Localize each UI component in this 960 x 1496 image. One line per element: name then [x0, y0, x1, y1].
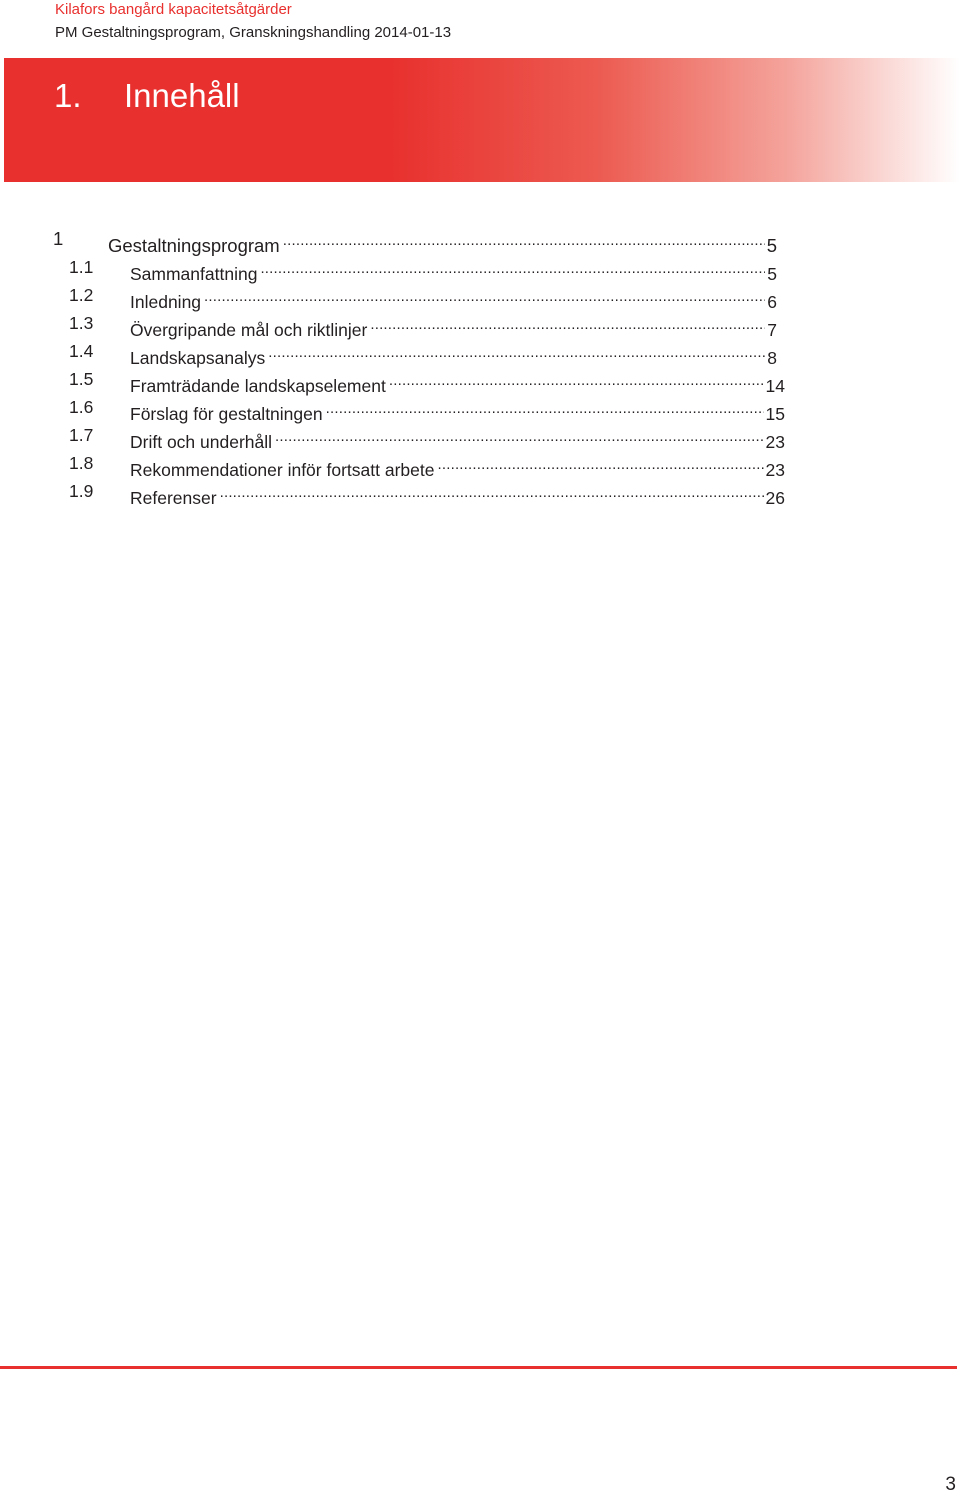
toc-entry-number: 1: [53, 228, 64, 249]
toc-entry-title: Framträdande landskapselement: [130, 376, 386, 396]
toc-leader-dots: [283, 226, 765, 252]
toc-entry-number: 1.2: [69, 285, 94, 305]
toc-entry-title: Rekommendationer inför fortsatt arbete: [130, 460, 435, 480]
header-document-title: PM Gestaltningsprogram, Granskningshandling 2014-01-13: [55, 24, 452, 41]
toc-entry-title: Landskapsanalys: [130, 348, 266, 368]
section-number: 1.: [54, 77, 82, 114]
toc-entry-number: 1.1: [69, 257, 94, 277]
toc-entry-page: 23: [765, 432, 785, 452]
toc-entry-title: Drift och underhåll: [130, 432, 273, 452]
toc-entry-page: 5: [766, 235, 777, 256]
toc-entry[interactable]: [0, 338, 777, 368]
page-title: [54, 77, 240, 115]
toc-leader-dots: [389, 366, 764, 392]
toc-entry-number: 1.3: [69, 313, 94, 333]
toc-entry-title: Förslag för gestaltningen: [130, 404, 323, 424]
toc-entry-number: 1.9: [69, 481, 94, 501]
toc-entry-number: 1.6: [69, 397, 94, 417]
toc-entry-number: 1.7: [69, 425, 94, 445]
section-banner: [4, 58, 960, 182]
toc-entry[interactable]: [0, 254, 777, 284]
toc-entry-page: 7: [767, 320, 777, 340]
toc-entry-title: Inledning: [130, 292, 202, 312]
toc-entry-title: Övergripande mål och riktlinjer: [130, 320, 368, 340]
toc-entry[interactable]: [0, 422, 785, 452]
toc-entry-title: Sammanfattning: [130, 264, 258, 284]
toc-entry-page: 14: [765, 376, 785, 396]
page-number: 3: [945, 1474, 956, 1495]
toc-entry-page: 15: [765, 404, 785, 424]
toc-entry-page: 26: [765, 488, 785, 508]
toc-entry-number: 1.4: [69, 341, 94, 361]
header-project-title: Kilafors bangård kapacitetsåtgärder: [55, 1, 292, 18]
section-title: Innehåll: [124, 77, 240, 114]
toc-entry[interactable]: [0, 478, 785, 508]
toc-entry-title: Referenser: [130, 488, 217, 508]
toc-entry-number: 1.8: [69, 453, 94, 473]
toc-entry[interactable]: [0, 394, 785, 424]
toc-entry[interactable]: [0, 226, 777, 256]
toc-entry[interactable]: [0, 310, 777, 340]
toc-entry-page: 23: [765, 460, 785, 480]
toc-leader-dots: [326, 394, 764, 420]
toc-leader-dots: [268, 338, 765, 364]
toc-leader-dots: [370, 310, 765, 336]
toc-entry-title: Gestaltningsprogram: [108, 235, 280, 256]
toc-entry-page: 5: [767, 264, 777, 284]
toc-leader-dots: [220, 478, 764, 504]
toc-leader-dots: [275, 422, 764, 448]
toc-entry-number: 1.5: [69, 369, 94, 389]
toc-entry[interactable]: [0, 366, 785, 396]
toc-leader-dots: [260, 254, 765, 280]
toc-leader-dots: [204, 282, 765, 308]
toc-entry[interactable]: [0, 282, 777, 312]
footer-divider: [0, 1366, 957, 1369]
toc-entry[interactable]: [0, 450, 785, 480]
toc-entry-page: 8: [767, 348, 777, 368]
toc-entry-page: 6: [767, 292, 777, 312]
toc-leader-dots: [437, 450, 763, 476]
